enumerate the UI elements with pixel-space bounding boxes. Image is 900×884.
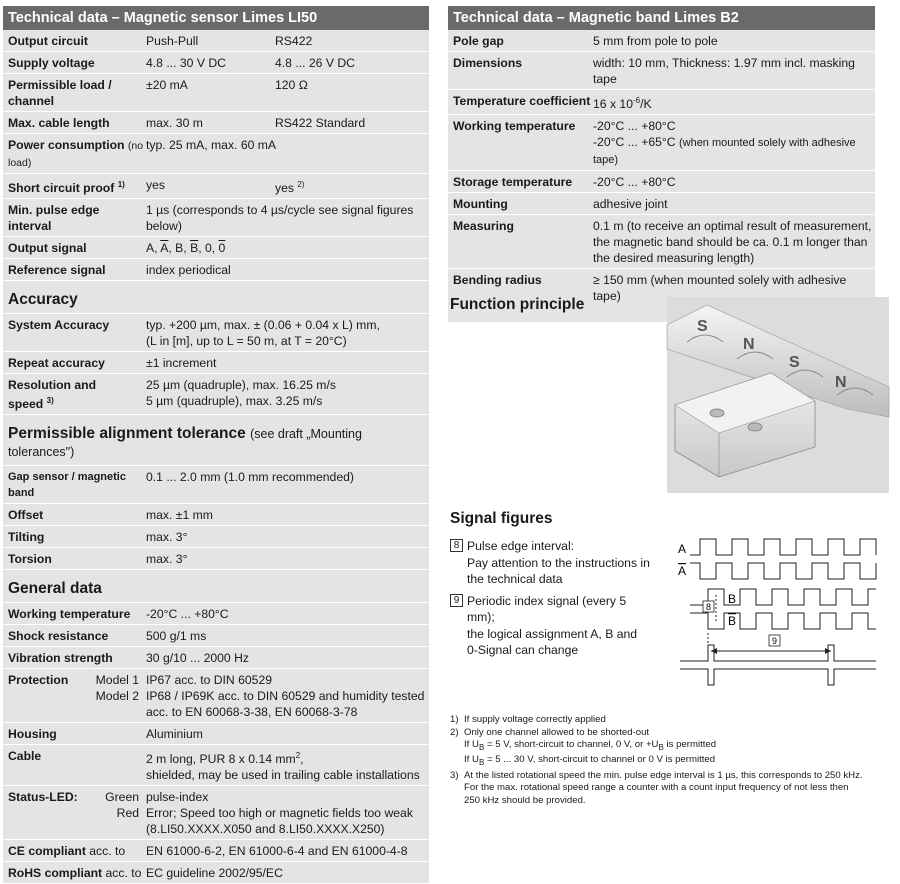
row-value: RS422 Standard — [275, 116, 366, 130]
row-value: max. ±1 mm — [146, 508, 213, 523]
row-label: Min. pulse edge interval — [8, 203, 100, 234]
row-value: IP67 acc. to DIN 60529 — [146, 673, 273, 688]
function-principle-title: Function principle — [450, 296, 585, 313]
row-value: IP68 / IP69K acc. to DIN 60529 and humidity tested — [146, 689, 425, 704]
row-label: Power consumption — [8, 138, 125, 152]
row-label: Temperature coefficient — [453, 94, 591, 108]
row-label: Housing — [8, 727, 57, 742]
sensor-band-illustration — [667, 297, 889, 493]
row-value: index periodical — [146, 263, 231, 278]
waveform-svg — [670, 535, 885, 695]
row-value: 0.1 ... 2.0 mm (1.0 mm recommended) — [146, 470, 354, 485]
table-row — [3, 548, 429, 570]
row-value: width: 10 mm, Thickness: 1.97 mm incl. masking tape — [593, 56, 855, 86]
table-row — [3, 112, 429, 134]
row-label: speed — [8, 397, 44, 412]
row-value: (8.LI50.XXXX.X050 and 8.LI50.XXXX.X250) — [146, 822, 385, 837]
row-label: Mounting — [453, 197, 508, 212]
table-row — [3, 314, 429, 352]
footnote-ref: 3) — [46, 396, 54, 406]
row-label: Status-LED: — [8, 790, 78, 805]
row-value: 5 µm (quadruple), max. 3.25 m/s — [146, 394, 323, 409]
table-row — [3, 199, 429, 237]
signal-figures-title: Signal figures — [450, 510, 553, 527]
row-label: Tilting — [8, 530, 45, 545]
pole-label-s2: S — [789, 354, 800, 371]
row-value: max. 30 m — [146, 116, 203, 130]
row-value: Aluminium — [146, 727, 203, 742]
row-value: shielded, may be used in trailing cable installations — [146, 768, 420, 783]
band-technical-data — [448, 6, 875, 322]
row-label: Short circuit proof — [8, 181, 115, 196]
table-row — [3, 723, 429, 745]
row-label: Permissible load / channel — [8, 78, 112, 108]
footnote-line: 250 kHz should be provided. — [464, 794, 586, 806]
figure-number: 9 — [450, 594, 463, 607]
table-row — [448, 193, 875, 215]
row-value: 4.8 ... 26 V DC — [275, 56, 355, 70]
signal-waveform-diagram — [670, 535, 885, 695]
row-label: Repeat accuracy — [8, 356, 105, 371]
table-row — [3, 374, 429, 415]
row-value: yes — [275, 181, 294, 196]
table-row — [3, 237, 429, 259]
signal-label-a: A — [678, 542, 687, 556]
table-row — [448, 115, 875, 171]
footnote-ref: 1) — [117, 180, 125, 189]
table-row — [3, 504, 429, 526]
row-label: RoHS compliant — [8, 866, 103, 881]
row-label: Storage temperature — [453, 175, 573, 190]
row-value: 500 g/1 ms — [146, 629, 207, 644]
row-value: A, $\overline{A}$, B, $\overline{B}$, 0, 0 — [146, 241, 226, 256]
table-row — [3, 466, 429, 504]
footnote-line: If $U_B = 5$ V, short-circuit to channel, 0 V, or $+U_B$ is permitted — [464, 739, 717, 752]
table-row — [3, 174, 429, 199]
row-value: Push-Pull — [146, 34, 199, 48]
figure-number: 8 — [450, 539, 463, 552]
table-row — [3, 134, 429, 174]
table-row — [3, 603, 429, 625]
row-value: max. 3° — [146, 530, 188, 545]
table-row — [3, 745, 429, 786]
row-label-note: (no load) — [8, 140, 144, 169]
table-row — [3, 786, 429, 840]
signal-label-b: B — [728, 592, 737, 606]
row-value: typ. 25 mA, max. 60 mA — [146, 138, 277, 152]
row-label: Measuring — [453, 219, 514, 234]
row-value: max. 3° — [146, 552, 188, 567]
band-table-header: Technical data – Magnetic band Limes B2 — [448, 6, 875, 30]
row-value: typ. +200 µm, max. ± (0.06 + 0.04 x L) mm, — [146, 318, 380, 333]
footnotes — [450, 714, 890, 807]
table-row — [3, 352, 429, 374]
table-row — [3, 74, 429, 112]
row-label: Output signal — [8, 241, 87, 256]
led-color-label: Green — [105, 790, 139, 805]
row-value: 2 m long, PUR 8 x 0.14 $mm^2$, — [146, 751, 304, 767]
figure-marker-8: 8 — [706, 602, 712, 612]
table-row — [3, 52, 429, 74]
list-item: 9 Periodic index signal (every 5 mm); the logical assignment A, B and 0-Signal can change — [450, 593, 655, 659]
row-label: Reference signal — [8, 263, 106, 278]
row-label: Protection — [8, 673, 69, 688]
row-label: Output circuit — [8, 34, 88, 48]
pole-label-n1: N — [743, 336, 755, 353]
row-value: the desired measuring length) — [593, 251, 755, 266]
row-label: CE compliant — [8, 844, 86, 859]
row-label: Supply voltage — [8, 56, 95, 70]
table-row: RoHS compliant acc. to EC guideline 2002/95/EC — [3, 862, 429, 884]
sensor-table-header: Technical data – Magnetic sensor Limes LI50 — [3, 6, 429, 30]
table-row — [448, 52, 875, 90]
sensor-table — [3, 30, 429, 884]
led-color-label: Red — [116, 806, 139, 821]
row-label: Offset — [8, 508, 44, 523]
row-label: Pole gap — [453, 34, 504, 48]
row-value: -20°C ... +80°C — [593, 175, 676, 190]
pole-label-n2: N — [835, 374, 847, 391]
row-value: -20°C ... +80°C — [146, 607, 229, 622]
row-value: EC guideline 2002/95/EC — [146, 866, 283, 881]
row-value: 30 g/10 ... 2000 Hz — [146, 651, 249, 666]
signal-figures-list — [450, 538, 655, 664]
row-value: 25 µm (quadruple), max. 16.25 m/s — [146, 378, 336, 393]
row-value: 4.8 ... 30 V DC — [146, 56, 226, 70]
row-value: RS422 — [275, 34, 313, 48]
row-label: Resolution and — [8, 378, 97, 393]
row-value: 0.1 m (to receive an optimal result of measurement, — [593, 219, 872, 234]
footnote-ref: 2) — [297, 180, 305, 189]
row-value: Error; Speed too high or magnetic fields too weak — [146, 806, 413, 821]
row-value: 120 Ω — [275, 78, 308, 92]
row-label: System Accuracy — [8, 318, 110, 333]
row-value: -20°C ... +65°C (when mounted solely with adhesive tape) — [593, 135, 856, 167]
table-row — [3, 669, 429, 723]
row-value: the magnetic band should be ca. 0.1 m longer than — [593, 235, 868, 250]
row-label: Working temperature — [453, 119, 576, 134]
row-value: yes — [146, 178, 165, 192]
alignment-heading: Permissible alignment tolerance (see draft „Mounting tolerances") — [3, 415, 429, 466]
row-label: Torsion — [8, 552, 52, 567]
table-row — [3, 30, 429, 52]
footnote-line: For the max. rotational speed range a counter with a count input frequency of not less then — [464, 782, 849, 794]
row-label: Bending radius — [453, 273, 542, 288]
row-label: Cable — [8, 749, 42, 764]
table-row — [448, 171, 875, 193]
row-value: EN 61000-6-2, EN 61000-6-4 and EN 61000-4-8 — [146, 844, 408, 859]
sensor-technical-data — [3, 6, 429, 884]
row-value: ±20 mA — [146, 78, 188, 92]
row-value: (L in [m], up to L = 50 m, at T = 20°C) — [146, 334, 347, 349]
footnote: 1) If supply voltage correctly applied — [450, 714, 606, 725]
accuracy-heading: Accuracy — [3, 281, 429, 314]
table-row — [448, 215, 875, 269]
row-label: Shock resistance — [8, 629, 109, 644]
row-value: ±1 increment — [146, 356, 217, 371]
row-value: adhesive joint — [593, 197, 668, 212]
row-value: acc. to EN 60068-3-38, EN 60068-3-78 — [146, 705, 358, 720]
table-row — [3, 625, 429, 647]
general-heading: General data — [3, 570, 429, 603]
row-label: Vibration strength — [8, 651, 113, 666]
model-label: Model 2 — [95, 689, 139, 704]
table-row — [448, 30, 875, 52]
row-label: Dimensions — [453, 56, 523, 70]
footnote-line: If $U_B = 5$ ... 30 V, short-circuit to channel or 0 V is permitted — [464, 754, 716, 768]
pole-label-s1: S — [697, 318, 708, 335]
row-value: ≥ 150 mm (when mounted solely with adhesive tape) — [593, 273, 847, 304]
row-value: pulse-index — [146, 790, 209, 805]
model-label: Model 1 — [95, 673, 139, 688]
list-item: 8 Pulse edge interval: Pay attention to the instructions in the technical data — [450, 538, 655, 588]
row-label: Max. cable length — [8, 116, 110, 130]
row-label: Working temperature — [8, 607, 131, 622]
footnote: 3) At the listed rotational speed the min. pulse edge interval is 1 µs, this corresponds to 250 kHz. — [450, 769, 863, 781]
figure-marker-9: 9 — [772, 636, 778, 646]
table-row — [3, 526, 429, 548]
table-row — [3, 259, 429, 281]
row-value: 5 mm from pole to pole — [593, 34, 718, 48]
row-value: 1 µs (corresponds to 4 µs/cycle see signal figures below) — [146, 203, 414, 234]
row-label: Gap sensor / magnetic band — [8, 471, 126, 500]
signal-label-b-bar: B — [728, 614, 737, 628]
table-row: CE compliant acc. to EN 61000-6-2, EN 61000-6-4 and EN 61000-4-8 — [3, 840, 429, 862]
band-table — [448, 30, 875, 322]
row-value: 16 x $10^{-6}/K$ — [593, 96, 652, 112]
table-row — [448, 90, 875, 115]
row-value: -20°C ... +80°C — [593, 119, 676, 134]
table-row — [3, 647, 429, 669]
footnote: 2) Only one channel allowed to be shorted-out — [450, 726, 650, 738]
function-principle-illustration — [667, 297, 889, 493]
signal-label-a-bar: A — [678, 564, 687, 578]
